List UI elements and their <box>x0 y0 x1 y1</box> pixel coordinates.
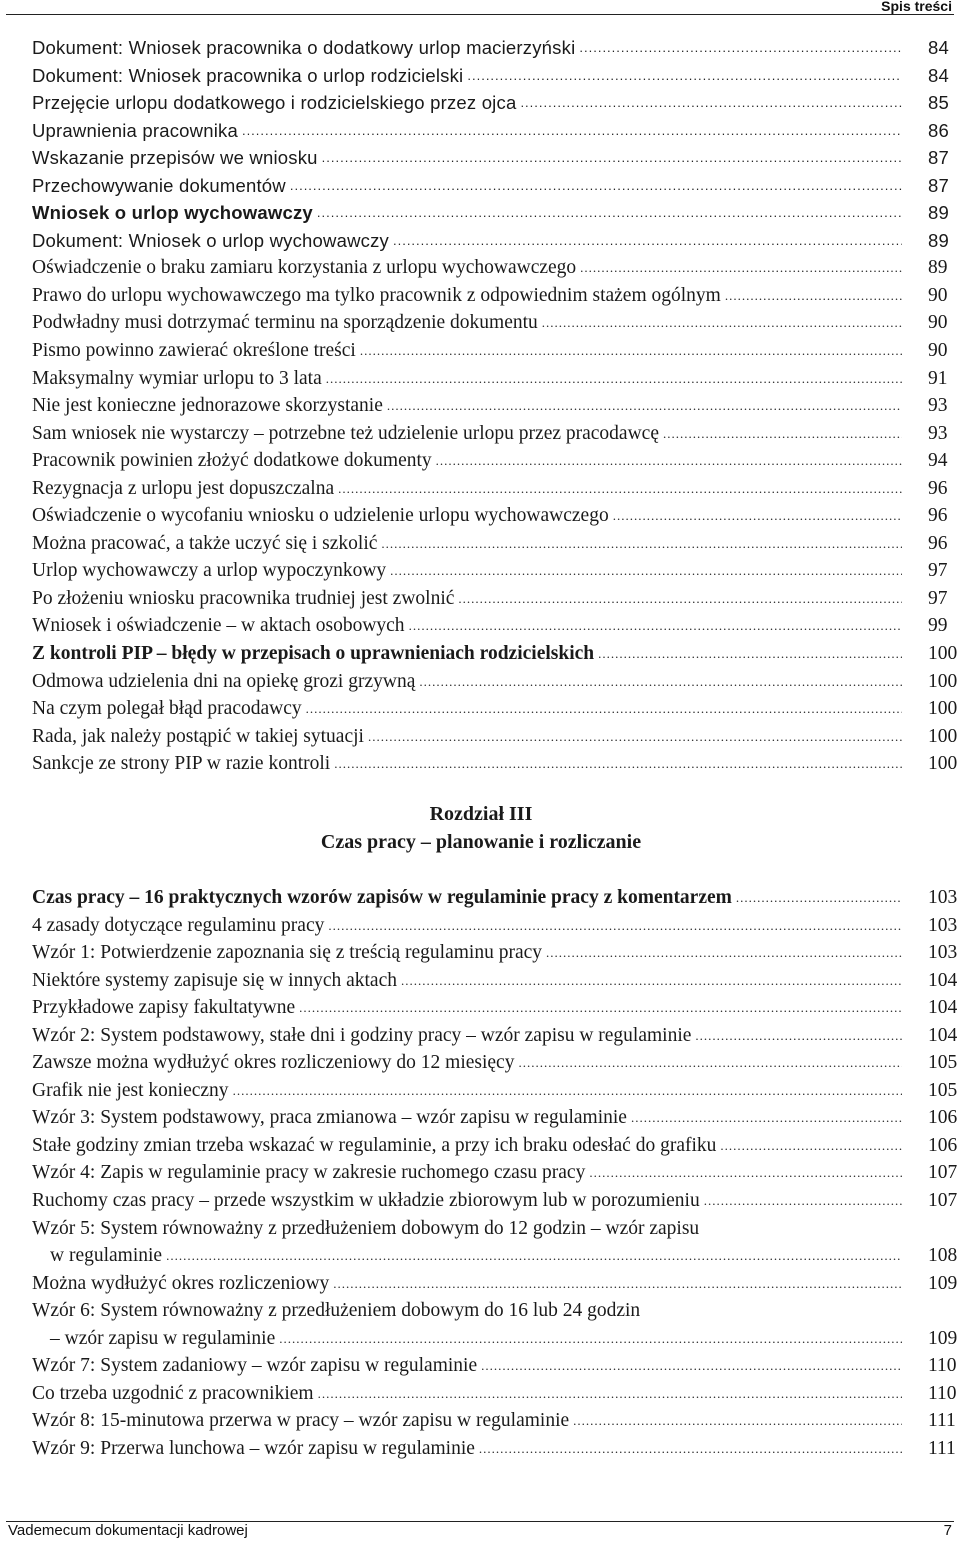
toc-entry[interactable] <box>32 994 958 1022</box>
toc-entry[interactable] <box>32 89 958 117</box>
toc-entry-page: 96 <box>928 477 948 499</box>
toc-entry-page: 91 <box>928 367 948 389</box>
leader-dots <box>467 60 902 90</box>
toc-entry-page: 89 <box>928 257 948 279</box>
toc-entry-text: Wzór 3: System podstawowy, praca zmianowa – wzór zapisu w regulaminie <box>32 1107 627 1129</box>
toc-entry-text: Wzór 6: System równoważny z przedłużeniem dobowym do 16 lub 24 godzin <box>32 1300 641 1322</box>
toc-entry[interactable] <box>32 420 958 448</box>
leader-dots <box>387 391 902 420</box>
toc-entry-page: 99 <box>928 615 948 637</box>
toc-entry-text: Wzór 9: Przerwa lunchowa – wzór zapisu w regulaminie <box>32 1437 475 1459</box>
toc-entry-page: 105 <box>928 1079 958 1101</box>
toc-entry-text: Uprawnienia pracownika <box>32 119 238 141</box>
toc-entry-text: Grafik nie jest konieczny <box>32 1079 229 1101</box>
toc-entry[interactable] <box>32 254 958 282</box>
toc-entry[interactable] <box>32 117 958 145</box>
footer-book-title: Vademecum dokumentacji kadrowej <box>8 1522 248 1539</box>
toc-entry-text: Można wydłużyć okres rozliczeniowy <box>32 1272 330 1294</box>
toc-entry-page: 100 <box>928 698 958 720</box>
toc-entry-page: 97 <box>928 587 948 609</box>
toc-entry-page: 87 <box>928 147 949 169</box>
toc-entry[interactable] <box>32 447 958 475</box>
toc-entry-page: 109 <box>928 1272 958 1294</box>
leader-dots <box>704 1186 902 1215</box>
toc-entry-text: Rada, jak należy postąpić w takiej sytuacji <box>32 725 364 747</box>
leader-dots <box>573 1406 902 1435</box>
leader-dots <box>242 115 902 145</box>
toc-entry[interactable] <box>32 1187 958 1215</box>
toc-entry-page: 100 <box>928 753 958 775</box>
leader-dots <box>580 253 902 282</box>
leader-dots <box>720 1131 902 1160</box>
toc-entry[interactable] <box>32 62 958 90</box>
leader-dots <box>328 911 902 940</box>
toc-entry[interactable] <box>32 939 958 967</box>
toc-entry-page: 100 <box>928 643 958 665</box>
toc-entry-page: 103 <box>928 887 958 908</box>
toc-entry-page: 87 <box>928 174 949 196</box>
toc-entry-page: 100 <box>928 725 958 747</box>
toc-entry[interactable] <box>32 1159 958 1187</box>
toc-entry-text: Dokument: Wniosek o urlop wychowawczy <box>32 229 389 251</box>
toc-entry-text: Nie jest konieczne jednorazowe skorzystanie <box>32 395 383 417</box>
leader-dots <box>393 225 902 255</box>
toc-entry-page: 86 <box>928 119 949 141</box>
toc-entry-page: 104 <box>928 1024 958 1046</box>
toc-entry-page: 103 <box>928 914 958 936</box>
toc-entry[interactable] <box>32 750 958 778</box>
leader-dots <box>479 1434 902 1463</box>
toc-entry-page: 103 <box>928 942 958 964</box>
toc-entry-page: 109 <box>928 1327 958 1349</box>
toc-entry[interactable] <box>32 1352 958 1380</box>
toc-entry-page: 110 <box>928 1382 957 1404</box>
toc-entry-page: 96 <box>928 532 948 554</box>
toc-entry[interactable] <box>32 392 958 420</box>
leader-dots <box>326 364 902 393</box>
footer-page-number: 7 <box>943 1522 952 1539</box>
leader-dots <box>631 1103 902 1132</box>
leader-dots <box>725 281 902 310</box>
toc-entry-page: 111 <box>928 1410 956 1432</box>
toc-entry-page: 107 <box>928 1190 958 1212</box>
toc-entry[interactable] <box>32 585 958 613</box>
toc-entry-bold[interactable] <box>32 640 958 668</box>
toc-entry[interactable] <box>32 1104 958 1132</box>
toc-entry[interactable] <box>32 612 958 640</box>
leader-dots <box>401 966 902 995</box>
toc-entry-text: Przechowywanie dokumentów <box>32 174 286 196</box>
toc-entry-bold[interactable] <box>32 199 958 227</box>
toc-entry-page: 94 <box>928 450 948 472</box>
toc-entry-text: Pismo powinno zawierać określone treści <box>32 340 356 362</box>
toc-entry-page: 90 <box>928 340 948 362</box>
toc-entry-text: Wniosek o urlop wychowawczy <box>32 202 313 224</box>
toc-entry[interactable] <box>32 309 958 337</box>
toc-entry-text: Dokument: Wniosek pracownika o urlop rodzicielski <box>32 64 464 86</box>
leader-dots <box>166 1241 902 1270</box>
leader-dots <box>279 1324 902 1353</box>
toc-entry-text: Przykładowe zapisy fakultatywne <box>32 997 296 1019</box>
leader-dots <box>736 883 902 912</box>
toc-entry-text: Wzór 7: System zadaniowy – wzór zapisu w regulaminie <box>32 1355 478 1377</box>
toc-entry[interactable] <box>32 1049 958 1077</box>
leader-dots <box>409 611 902 640</box>
leader-dots <box>306 694 902 723</box>
toc-entry[interactable] <box>32 34 958 62</box>
leader-dots <box>322 142 902 172</box>
toc-entry-text: Prawo do urlopu wychowawczego ma tylko pracownik z odpowiednim stażem ogólnym <box>32 284 721 306</box>
leader-dots <box>390 556 902 585</box>
toc-entry-text: Sam wniosek nie wystarczy – potrzebne też udzielenie urlopu przez pracodawcę <box>32 422 659 444</box>
leader-dots <box>368 722 902 751</box>
toc-entry[interactable] <box>32 172 958 200</box>
toc-entry-page: 93 <box>928 422 948 444</box>
toc-entry-text: Wzór 2: System podstawowy, stałe dni i godziny pracy – wzór zapisu w regulaminie <box>32 1024 692 1046</box>
leader-dots <box>333 1269 902 1298</box>
toc-entry-text: Urlop wychowawczy a urlop wypoczynkowy <box>32 560 387 582</box>
toc-entry-page: 84 <box>928 64 949 86</box>
toc-entry-text: Maksymalny wymiar urlopu to 3 lata <box>32 367 322 389</box>
toc-entry[interactable] <box>32 912 958 940</box>
toc-entry[interactable] <box>32 1077 958 1105</box>
toc-entry[interactable] <box>32 144 958 172</box>
toc-entry-text: Zawsze można wydłużyć okres rozliczeniowy do 12 miesięcy <box>32 1052 515 1074</box>
leader-dots <box>299 993 902 1022</box>
toc-entry-page: 105 <box>928 1052 958 1074</box>
leader-dots <box>546 938 902 967</box>
leader-dots <box>334 749 902 778</box>
toc-entry-multiline[interactable] <box>32 1215 958 1243</box>
chapter-title: Czas pracy – planowanie i rozliczanie <box>320 831 642 853</box>
toc-entry-text: Można pracować, a także uczyć się i szkolić <box>32 532 378 554</box>
leader-dots <box>360 336 902 365</box>
toc-entry-text: Oświadczenie o braku zamiaru korzystania z urlopu wychowawczego <box>32 257 577 279</box>
toc-entry-text: Stałe godziny zmian trzeba wskazać w regulaminie, a przy ich braku odesłać do grafiku <box>32 1134 717 1156</box>
toc-entry-text: Ruchomy czas pracy – przede wszystkim w układzie zbiorowym lub w porozumieniu <box>32 1190 700 1212</box>
toc-entry-text: Co trzeba uzgodnić z pracownikiem <box>32 1382 314 1404</box>
toc-entry-page: 96 <box>928 505 948 527</box>
leader-dots <box>589 1158 902 1187</box>
leader-dots <box>233 1076 902 1105</box>
toc-entry-text: Po złożeniu wniosku pracownika trudniej jest zwolnić <box>32 587 455 609</box>
toc-entry-page: 85 <box>928 92 949 114</box>
toc-entry-page: 93 <box>928 395 948 417</box>
toc-entry-text: Wniosek i oświadczenie – w aktach osobowych <box>32 615 405 637</box>
toc-entry[interactable] <box>32 282 958 310</box>
toc-entry[interactable] <box>32 475 958 503</box>
toc-entry-page: 104 <box>928 997 958 1019</box>
header-rule <box>6 14 954 15</box>
toc-entry-text: Odmowa udzielenia dni na opiekę grozi grzywną <box>32 670 416 692</box>
toc-entry-text: Wzór 4: Zapis w regulaminie pracy w zakresie ruchomego czasu pracy <box>32 1162 586 1184</box>
toc-entry[interactable] <box>32 1022 958 1050</box>
leader-dots <box>481 1351 902 1380</box>
toc-entry-text: Przejęcie urlopu dodatkowego i rodzicielskiego przez ojca <box>32 92 517 114</box>
toc-entry-text: Z kontroli PIP – błędy w przepisach o uprawnieniach rodzicielskich <box>32 643 595 665</box>
toc-entry-text: Sankcje ze strony PIP w razie kontroli <box>32 753 331 775</box>
toc-entry-page: 111 <box>928 1437 956 1459</box>
toc-entry-page: 108 <box>928 1245 958 1267</box>
leader-dots <box>542 308 902 337</box>
toc-entry-text: Wskazanie przepisów we wniosku <box>32 147 318 169</box>
toc-entry[interactable] <box>32 557 958 585</box>
toc-entry[interactable] <box>32 365 958 393</box>
toc-entry-text: Rezygnacja z urlopu jest dopuszczalna <box>32 477 335 499</box>
toc-entry[interactable] <box>32 530 958 558</box>
toc-entry[interactable] <box>32 337 958 365</box>
leader-dots <box>458 584 902 613</box>
toc-entry-page: 90 <box>928 312 948 334</box>
toc-entry-text: Dokument: Wniosek pracownika o dodatkowy urlop macierzyński <box>32 37 576 58</box>
toc-entry-page: 84 <box>928 37 949 58</box>
toc-entry[interactable] <box>32 1270 958 1298</box>
toc-entry-page: 89 <box>928 229 949 251</box>
toc-entry[interactable] <box>32 1435 958 1463</box>
toc-entry-continuation[interactable] <box>32 1325 958 1353</box>
toc-entry-page: 89 <box>928 202 949 224</box>
toc-entry-bold[interactable] <box>32 884 958 912</box>
leader-dots <box>317 197 902 227</box>
leader-dots <box>613 501 902 530</box>
leader-dots <box>520 87 902 117</box>
toc-entry[interactable] <box>32 723 958 751</box>
leader-dots <box>518 1048 902 1077</box>
chapter-number: Rozdział III <box>429 803 533 825</box>
leader-dots <box>695 1021 902 1050</box>
toc-entry-text: 4 zasady dotyczące regulaminu pracy <box>32 914 325 936</box>
leader-dots <box>290 170 902 200</box>
toc-entry-text: Wzór 1: Potwierdzenie zapoznania się z treścią regulaminu pracy <box>32 942 543 964</box>
toc-entry[interactable] <box>32 668 958 696</box>
toc-entry[interactable] <box>32 227 958 255</box>
leader-dots <box>598 639 902 668</box>
toc-entry-text: w regulaminie <box>50 1245 163 1267</box>
toc-entry-text: Czas pracy – 16 praktycznych wzorów zapisów w regulaminie pracy z komentarzem <box>32 887 732 908</box>
leader-dots <box>579 32 902 62</box>
toc-entry-page: 107 <box>928 1162 958 1184</box>
toc-entry-multiline[interactable] <box>32 1297 958 1325</box>
toc-entry-text: Oświadczenie o wycofaniu wniosku o udzielenie urlopu wychowawczego <box>32 505 609 527</box>
toc-entry-text: Na czym polegał błąd pracodawcy <box>32 698 302 720</box>
running-header-title: Spis treści <box>881 0 952 14</box>
toc-entry-text: Wzór 8: 15-minutowa przerwa w pracy – wzór zapisu w regulaminie <box>32 1410 570 1432</box>
leader-dots <box>338 474 902 503</box>
leader-dots <box>381 529 902 558</box>
toc-entry[interactable] <box>32 1380 958 1408</box>
toc-entry-text: Pracownik powinien złożyć dodatkowe dokumenty <box>32 450 432 472</box>
toc-entry-page: 110 <box>928 1355 957 1377</box>
leader-dots <box>419 667 902 696</box>
toc-entry-page: 97 <box>928 560 948 582</box>
toc-entry-text: – wzór zapisu w regulaminie <box>50 1327 276 1349</box>
toc-entry[interactable] <box>32 695 958 723</box>
toc-entry[interactable] <box>32 502 958 530</box>
toc-entry-page: 106 <box>928 1134 958 1156</box>
leader-dots <box>436 446 902 475</box>
toc-entry-text: Wzór 5: System równoważny z przedłużeniem dobowym do 12 godzin – wzór zapisu <box>32 1217 700 1239</box>
toc-entry-text: Podwładny musi dotrzymać terminu na sporządzenie dokumentu <box>32 312 538 334</box>
toc-section-1 <box>32 34 958 778</box>
leader-dots <box>663 419 902 448</box>
toc-entry-continuation[interactable] <box>32 1242 958 1270</box>
toc-entry[interactable] <box>32 1407 958 1435</box>
toc-entry-page: 100 <box>928 670 958 692</box>
toc-entry-text: Niektóre systemy zapisuje się w innych aktach <box>32 969 397 991</box>
toc-entry[interactable] <box>32 1132 958 1160</box>
toc-entry[interactable] <box>32 967 958 995</box>
toc-entry-page: 90 <box>928 284 948 306</box>
toc-entry-page: 104 <box>928 969 958 991</box>
toc-entry-page: 106 <box>928 1107 958 1129</box>
leader-dots <box>318 1379 902 1408</box>
toc-section-2 <box>32 884 958 1462</box>
